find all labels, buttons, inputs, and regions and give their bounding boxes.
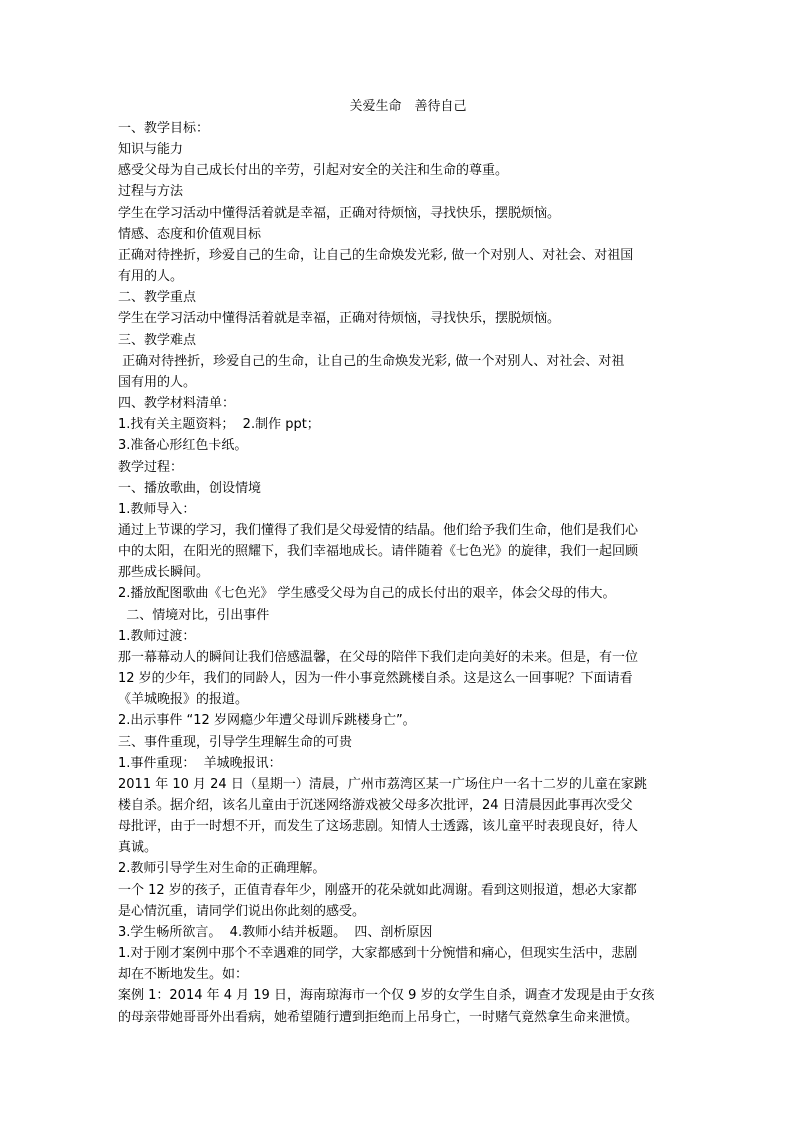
text-line: 2.教师引导学生对生命的正确理解。 — [118, 861, 326, 877]
text-line: 正确对待挫折，珍爱自己的生命，让自己的生命焕发光彩, 做一个对别人、对社会、对祖 — [118, 353, 625, 369]
text-line: 1.教师过渡： — [118, 628, 196, 644]
text-line: 三、事件重现，引导学生理解生命的可贵 — [118, 734, 353, 750]
text-line: 1.找有关主题资料； 2.制作 ppt； — [118, 417, 320, 433]
text-line: 三、教学难点 — [118, 332, 197, 348]
text-line: 学生在学习活动中懂得活着就是幸福，正确对待烦恼，寻找快乐，摆脱烦恼。 — [118, 205, 561, 221]
text-line: 的母亲带她哥哥外出看病，她希望随行遭到拒绝而上吊身亡，一时赌气竟然拿生命来泄愤。 — [118, 1009, 639, 1025]
text-line: 真诚。 — [118, 840, 158, 856]
text-line: 学生在学习活动中懂得活着就是幸福，正确对待烦恼，寻找快乐，摆脱烦恼。 — [118, 311, 561, 327]
text-line: 母批评，由于一时想不开，而发生了这场悲剧。知情人士透露，该儿童平时表现良好，待人 — [118, 819, 639, 835]
text-line: 1.教师导入： — [118, 501, 196, 517]
document-title: 关爱生命 善待自己 — [349, 99, 467, 114]
text-line: 教学过程： — [118, 459, 184, 475]
text-line: 2011 年 10 月 24 日（星期一）清晨，广州市荔湾区某一广场住户一名十二岁的儿童在家跳 — [118, 776, 647, 792]
text-line: 《羊城晚报》的报道。 — [118, 692, 249, 708]
text-line: 那些成长瞬间。 — [118, 565, 210, 581]
text-line: 12 岁的少年，我们的同龄人，因为一件小事竟然跳楼自杀。这是这么一回事呢？下面请看 — [118, 671, 633, 687]
text-line: 一个 12 岁的孩子，正值青春年少，刚盛开的花朵就如此凋谢。看到这则报道，想必大家都 — [118, 882, 637, 898]
text-line: 感受父母为自己成长付出的辛劳，引起对安全的关注和生命的尊重。 — [118, 163, 509, 179]
text-line: 3.学生畅所欲言。 4.教师小结并板题。 四、剖析原因 — [118, 924, 433, 940]
text-line: 1.对于刚才案例中那个不幸遇难的同学，大家都感到十分惋惜和痛心，但现实生活中，悲剧 — [118, 946, 638, 962]
text-line: 有用的人。 — [118, 269, 184, 285]
text-line: 是心情沉重，请同学们说出你此刻的感受。 — [118, 903, 366, 919]
text-line: 1.事件重现： 羊城晚报讯： — [118, 755, 282, 771]
text-line: 2.播放配图歌曲《七色光》 学生感受父母为自己的成长付出的艰辛，体会父母的伟大。 — [118, 586, 616, 602]
text-line: 通过上节课的学习，我们懂得了我们是父母爱情的结晶。他们给予我们生命，他们是我们心 — [118, 522, 639, 538]
text-line: 一、播放歌曲，创设情境 — [118, 480, 262, 496]
text-line: 过程与方法 — [118, 184, 184, 200]
text-line: 知识与能力 — [118, 142, 184, 158]
text-line: 3.准备心形红色卡纸。 — [118, 438, 248, 454]
text-line: 楼自杀。据介绍，该名儿童由于沉迷网络游戏被父母多次批评，24 日清晨因此事再次受父 — [118, 798, 633, 813]
text-line: 那一幕幕动人的瞬间让我们倍感温馨，在父母的陪伴下我们走向美好的未来。但是，有一位 — [118, 649, 639, 665]
text-line: 国有用的人。 — [118, 374, 197, 390]
text-line: 正确对待挫折，珍爱自己的生命，让自己的生命焕发光彩, 做一个对别人、对社会、对祖国 — [118, 247, 634, 263]
text-line: 二、情境对比，引出事件 — [118, 607, 270, 623]
text-line: 案例 1：2014 年 4 月 19 日，海南琼海市一个仅 9 岁的女学生自杀，调查才发现是由于女孩 — [118, 988, 655, 1004]
document-body — [118, 118, 694, 1028]
text-line: 二、教学重点 — [118, 290, 197, 306]
text-line: 2.出示事件 “12 岁网瘾少年遭父母训斥跳楼身亡”。 — [118, 713, 416, 729]
text-line: 却在不断地发生。如： — [118, 967, 249, 983]
text-line: 一、教学目标： — [118, 121, 210, 136]
text-line: 中的太阳，在阳光的照耀下，我们幸福地成长。请伴随着《七色光》的旋律，我们一起回顾 — [118, 544, 639, 560]
text-line: 四、教学材料清单： — [118, 396, 236, 412]
text-line: 情感、态度和价值观目标 — [118, 226, 262, 242]
